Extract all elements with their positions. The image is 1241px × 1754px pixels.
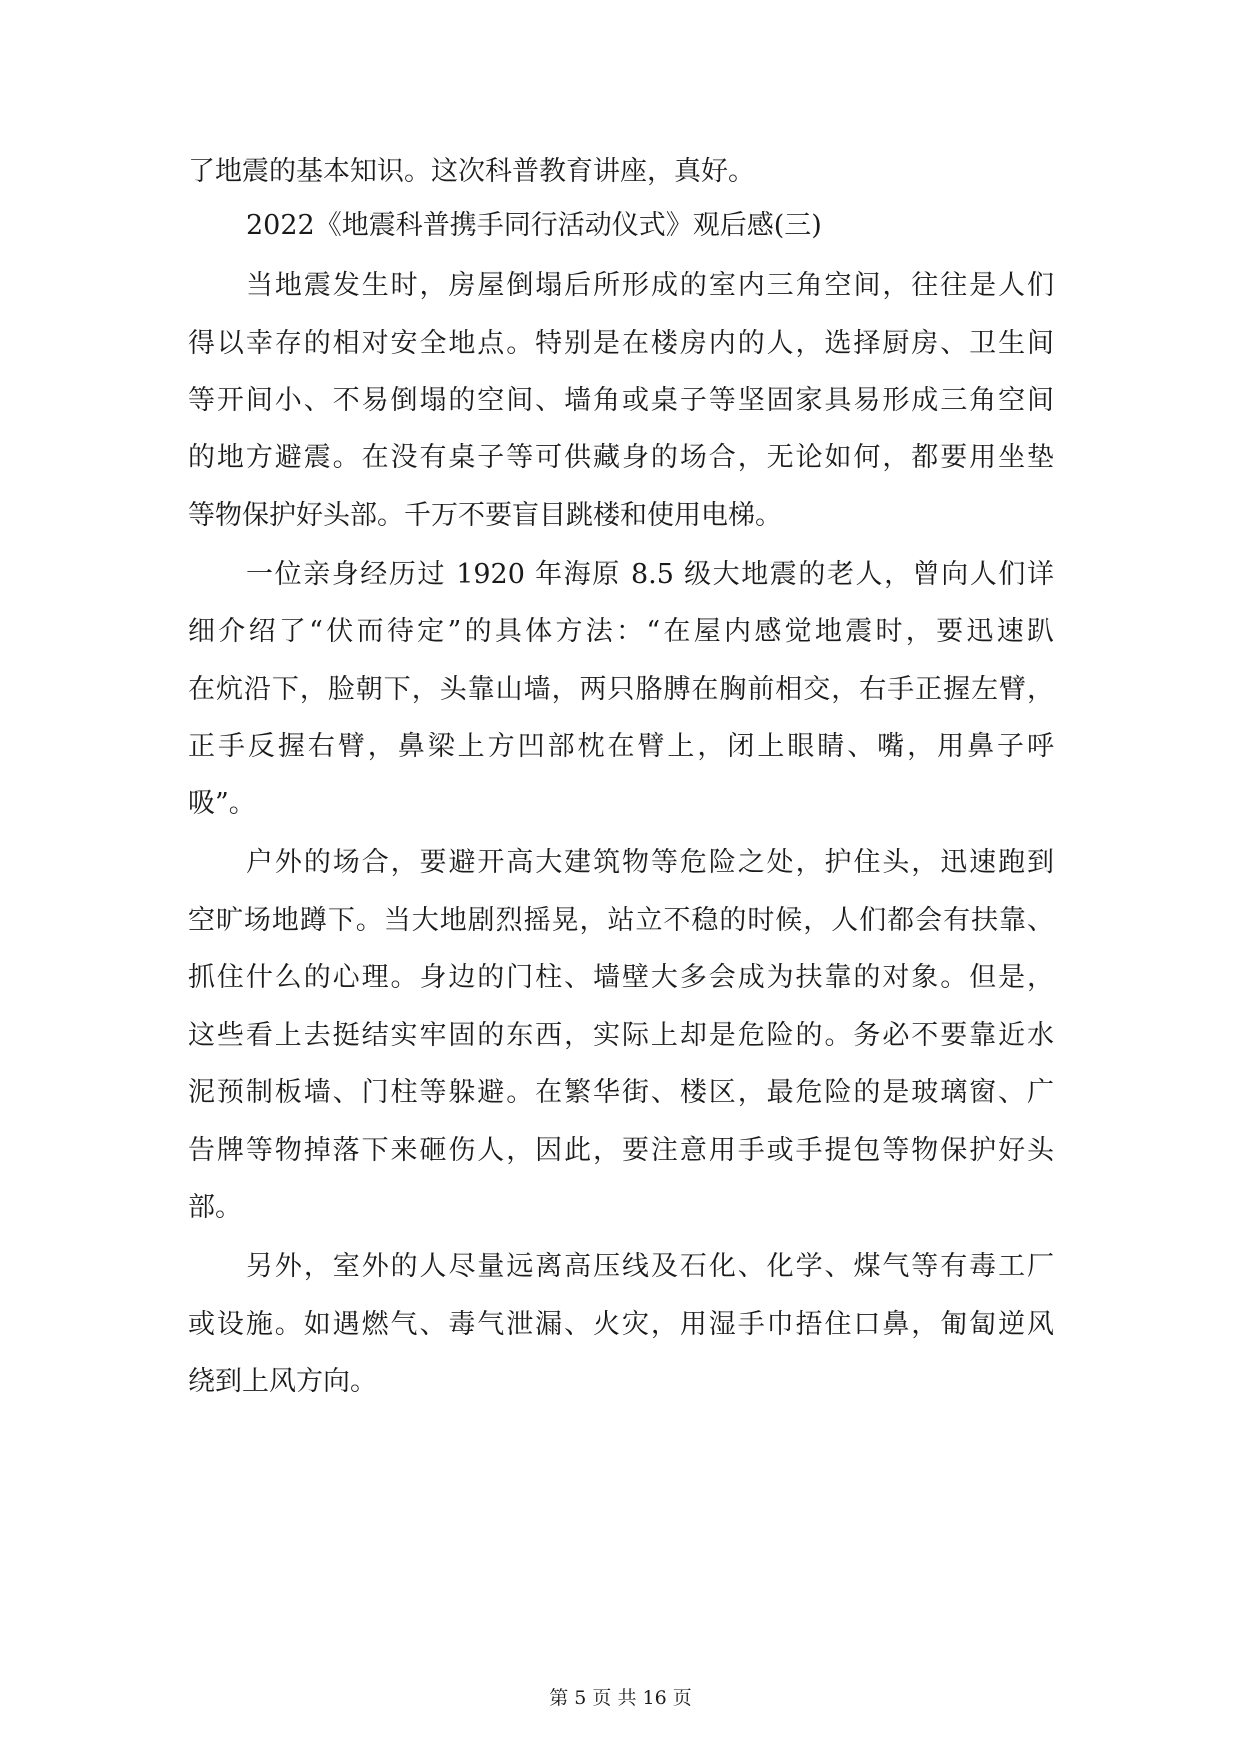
text-line: 等物保护好头部。千万不要盲目跳楼和使用电梯。	[188, 500, 782, 531]
section-heading: 2022《地震科普携手同行活动仪式》观后感(三)	[246, 210, 822, 241]
text-line: 部。	[188, 1192, 242, 1223]
text-line: 吸”。	[188, 788, 256, 819]
text-line: 得以幸存的相对安全地点。特别是在楼房内的人，选择厨房、卫生间	[188, 328, 1054, 359]
text-line: 正手反握右臂，鼻梁上方凹部枕在臂上，闭上眼睛、嘴，用鼻子呼	[188, 731, 1054, 762]
text-line: 抓住什么的心理。身边的门柱、墙壁大多会成为扶靠的对象。但是，	[188, 962, 1054, 993]
text-line: 细介绍了“伏而待定”的具体方法：“在屋内感觉地震时，要迅速趴	[188, 616, 1054, 647]
text-line: 或设施。如遇燃气、毒气泄漏、火灾，用湿手巾捂住口鼻，匍匐逆风	[188, 1309, 1054, 1340]
text-line: 告牌等物掉落下来砸伤人，因此，要注意用手或手提包等物保护好头	[188, 1135, 1054, 1166]
text-line: 的地方避震。在没有桌子等可供藏身的场合，无论如何，都要用坐垫	[188, 442, 1054, 473]
text-line: 泥预制板墙、门柱等躲避。在繁华街、楼区，最危险的是玻璃窗、广	[188, 1077, 1054, 1108]
page-number-footer: 第 5 页 共 16 页	[549, 1687, 692, 1709]
text-line: 在炕沿下，脸朝下，头靠山墙，两只胳膊在胸前相交，右手正握左臂，	[188, 674, 1054, 705]
text-line: 这些看上去挺结实牢固的东西，实际上却是危险的。务必不要靠近水	[188, 1020, 1054, 1051]
text-line: 空旷场地蹲下。当大地剧烈摇晃，站立不稳的时候，人们都会有扶靠、	[188, 905, 1054, 936]
text-line: 当地震发生时，房屋倒塌后所形成的室内三角空间，往往是人们	[246, 270, 1054, 301]
text-line: 一位亲身经历过 1920 年海原 8.5 级大地震的老人，曾向人们详	[246, 559, 1054, 590]
text-line: 绕到上风方向。	[188, 1366, 377, 1397]
text-line: 了地震的基本知识。这次科普教育讲座，真好。	[188, 156, 755, 187]
text-line: 等开间小、不易倒塌的空间、墙角或桌子等坚固家具易形成三角空间	[188, 385, 1054, 416]
text-line: 另外，室外的人尽量远离高压线及石化、化学、煤气等有毒工厂	[246, 1251, 1054, 1282]
text-line: 户外的场合，要避开高大建筑物等危险之处，护住头，迅速跑到	[246, 847, 1054, 878]
